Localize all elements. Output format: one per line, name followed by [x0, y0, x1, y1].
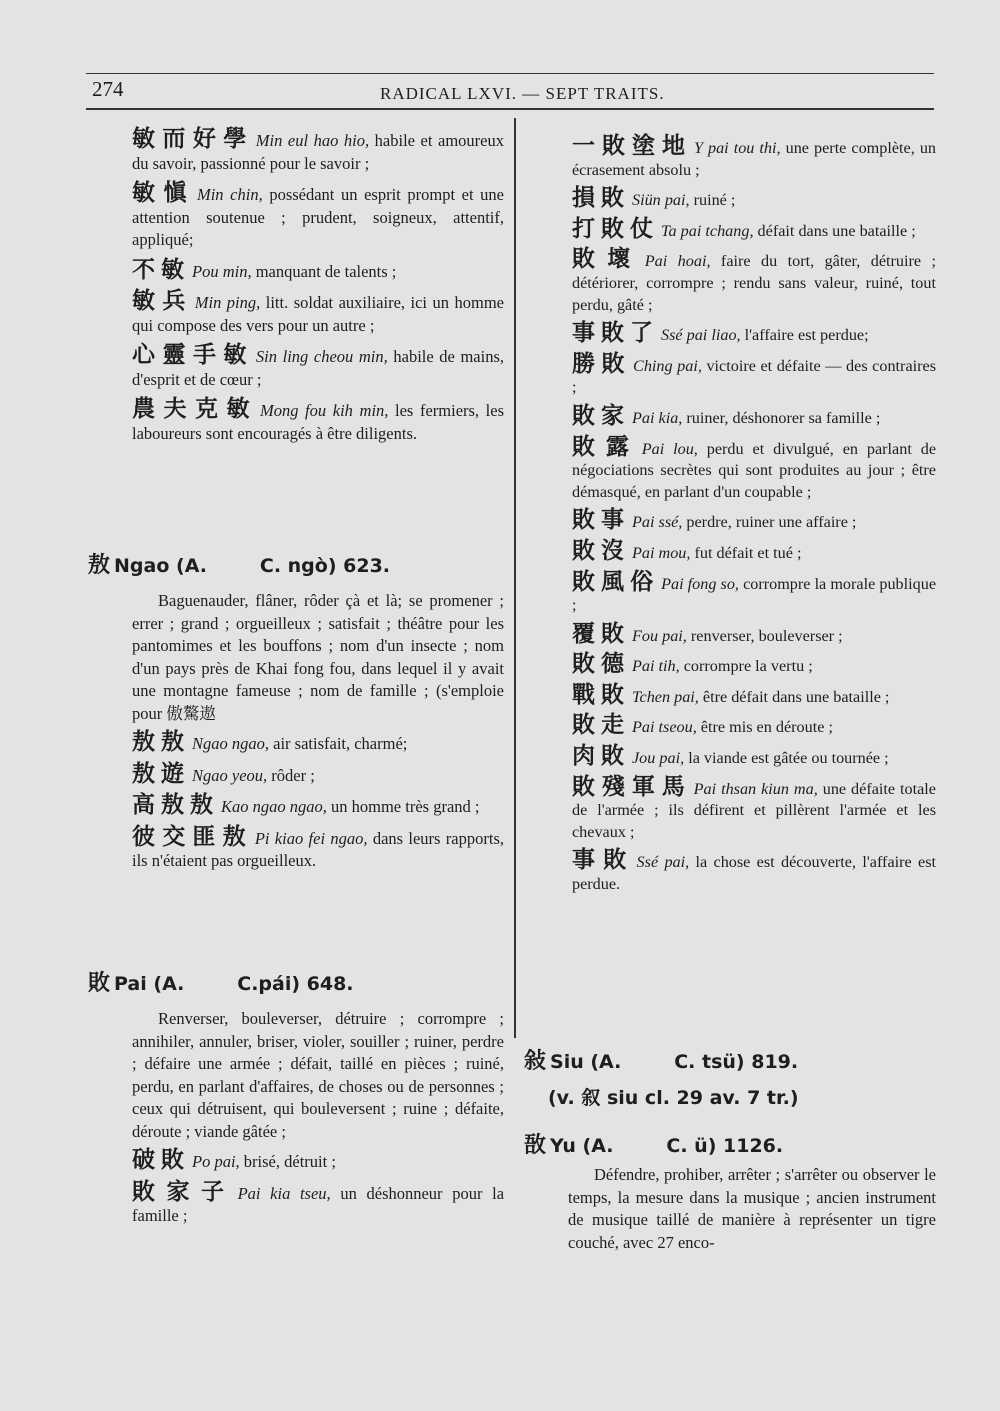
yu-description: Défendre, prohiber, arrêter ; s'arrêter ou observer le temps, la mesure dans la musique ; ancien instrument de musique taillé de manière à représenter un tigre couché, avec 27 enco-	[568, 1165, 936, 1252]
list-item: 事敗了 Ssé pai liao, l'affaire est perdue;	[572, 320, 869, 347]
page-number: 274	[92, 77, 124, 101]
list-item: 高敖敖 Kao ngao ngao, un homme très grand ;	[132, 792, 480, 818]
list-item: 敗沒 Pai mou, fut défait et tué ;	[572, 537, 802, 564]
list-item: 敗風俗 Pai fong so, corrompre la morale publique ;	[572, 568, 937, 615]
entry-heading-siu: 敍 Siu (A. C. tsü) 819. (v. 叙 siu cl. 29 av. 7 tr.)	[524, 1044, 944, 1110]
header-rule-bottom	[86, 108, 934, 110]
list-item: 敗事 Pai ssé, perdre, ruiner une affaire ;	[572, 507, 857, 534]
list-item: 敗德 Pai tih, corrompre la vertu ;	[572, 651, 813, 678]
list-item: 一敗塗地 Y pai tou thi, une perte complète, un écrasement absolu ;	[572, 133, 937, 179]
ngao-section	[132, 590, 504, 880]
list-item: 覆敗 Fou pai, renverser, bouleverser ;	[572, 620, 843, 647]
list-item: 敖敖 Ngao ngao, air satisfait, charmé;	[132, 729, 408, 755]
left-column-continuation	[132, 128, 504, 452]
list-item: 勝敗 Ching pai, victoire et défaite — des contraires ;	[572, 350, 936, 397]
list-item: 敏兵 Min ping, litt. soldat auxiliaire, ici un homme qui compose des vers pour un autre ;	[132, 288, 504, 335]
right-column	[572, 133, 937, 903]
header-rule-top	[86, 73, 934, 74]
ngao-description: Baguenauder, flâner, rôder çà et là; se promener ; errer ; grand ; orgueilleux ; satisfait ; théâtre pour les pantomimes et les bouffons ; nom d'un insecte ; nom d'un pays près de Khai fong fou, dans lequel il y avait une montagne fameuse ; nom de famille ; (s'emploie pour 傲驁遨	[132, 591, 504, 723]
list-item: 敗走 Pai tseou, être mis en déroute ;	[572, 712, 833, 739]
list-item: 不敏 Pou min, manquant de talents ;	[132, 256, 397, 283]
list-item: 戰敗 Tchen pai, être défait dans une bataille ;	[572, 681, 890, 708]
list-item: 敏愼 Min chin, possédant un esprit prompt et une attention soutenue ; prudent, soigneux, attentif, appliqué;	[132, 180, 504, 249]
list-item: 破敗 Po pai, brisé, détruit ;	[132, 1147, 336, 1173]
entry-heading-yu: 敔 Yu (A. C. ü) 1126.	[524, 1133, 784, 1158]
running-title: RADICAL LXVI. — SEPT TRAITS.	[380, 84, 665, 103]
list-item: 肉敗 Jou pai, la viande est gâtée ou tournée ;	[572, 743, 889, 770]
list-item: 敗露 Pai lou, perdu et divulgué, en parlant de négociations secrètes qui sont produites au jour ; être démasqué, en parlant d'un coupable ;	[572, 433, 937, 501]
list-item: 彼交匪敖 Pi kiao fei ngao, dans leurs rapports, ils n'étaient pas orgueilleux.	[132, 823, 504, 870]
list-item: 心靈手敏 Sin ling cheou min, habile de mains, d'esprit et de cœur ;	[132, 342, 505, 389]
siu-cross-reference: (v. 叙 siu cl. 29 av. 7 tr.)	[548, 1087, 799, 1109]
list-item: 敏而好學 Min eul hao hio, habile et amoureux du savoir, passionné pour le savoir ;	[132, 126, 505, 173]
pai-description: Renverser, bouleverser, détruire ; corrompre ; annihiler, annuler, briser, violer, souiller ; ruiner, perdre ; défaire une armée ; défait, taillé en pièces ; ruiné, perdu, en parlant d'affaires, de choses ou de personnes ; ceux qui détruisent, qui bouleversent ; ruine ; défaite, déroute ; viande gâtée ;	[132, 1009, 504, 1141]
entry-heading-pai: 敗 Pai (A. C.pái) 648.	[88, 971, 354, 996]
list-item: 損敗 Siün pai, ruiné ;	[572, 185, 736, 212]
pai-section	[132, 1008, 504, 1235]
list-item: 敖遊 Ngao yeou, rôder ;	[132, 760, 315, 787]
list-item: 敗家子 Pai kia tseu, un déshonneur pour la famille ;	[132, 1178, 505, 1225]
column-divider	[514, 118, 516, 1038]
list-item: 敗殘軍馬 Pai thsan kiun ma, une défaite totale de l'armée ; ils défirent et pillèrent l'armée et les chevaux ;	[572, 773, 936, 841]
list-item: 事敗 Ssé pai, la chose est découverte, l'affaire est perdue.	[572, 847, 937, 894]
list-item: 敗家 Pai kia, ruiner, déshonorer sa famille ;	[572, 402, 881, 429]
list-item: 打敗仗 Ta pai tchang, défait dans une bataille ;	[572, 215, 916, 242]
list-item: 敗壞 Pai hoai, faire du tort, gâter, détruire ; détériorer, corrompre ; rendu sans valeur, ruiné, tout perdu, gâté ;	[572, 246, 936, 314]
list-item: 農夫克敏 Mong fou kih min, les fermiers, les laboureurs sont encouragés à être diligents.	[132, 396, 504, 443]
yu-section	[568, 1164, 936, 1260]
entry-heading-ngao: 敖 Ngao (A. C. ngò) 623.	[88, 553, 391, 578]
